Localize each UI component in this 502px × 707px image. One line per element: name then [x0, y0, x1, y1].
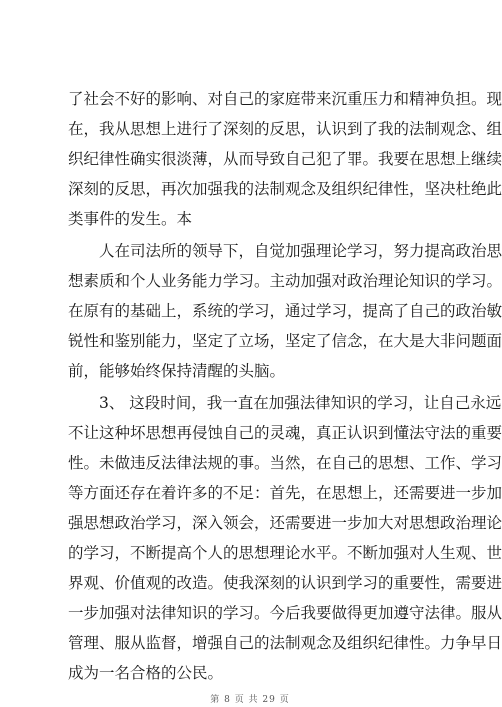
body-line: 不让这种坏思想再侵蚀自己的灵魂，真正认识到懂法守法的重要 — [68, 424, 502, 442]
page-number-footer: 第 8 页 共 29 页 — [210, 695, 290, 705]
body-line: 成为一名合格的公民。 — [68, 664, 224, 682]
body-line: 前，能够始终保持清醒的头脑。 — [68, 362, 286, 380]
body-line: 等方面还存在着许多的不足：首先，在思想上，还需要进一步加 — [68, 484, 502, 502]
body-line: 深刻的反思，再次加强我的法制观念及组织纪律性，坚决杜绝此 — [68, 180, 502, 198]
body-line: 界观、价值观的改造。使我深刻的认识到学习的重要性，需要进 — [68, 574, 502, 592]
body-line: 性。未做违反法律法规的事。当然，在自己的思想、工作、学习 — [68, 454, 502, 472]
body-line: 3、 这段时间，我一直在加强法律知识的学习，让自己永远 — [68, 394, 502, 412]
body-line: 的学习，不断提高个人的思想理论水平。不断加强对人生观、世 — [68, 544, 502, 562]
body-line: 类事件的发生。本 — [68, 210, 193, 228]
body-line: 了社会不好的影响、对自己的家庭带来沉重压力和精神负担。现 — [68, 90, 502, 108]
body-line: 强思想政治学习，深入领会，还需要进一步加大对思想政治理论 — [68, 514, 502, 532]
body-line: 织纪律性确实很淡薄，从而导致自己犯了罪。我要在思想上继续 — [68, 150, 502, 168]
body-line: 锐性和鉴别能力，坚定了立场，坚定了信念，在大是大非问题面 — [68, 332, 502, 350]
body-line: 管理、服从监督，增强自己的法制观念及组织纪律性。力争早日 — [68, 634, 502, 652]
body-line: 人在司法所的领导下，自觉加强理论学习，努力提高政治思 — [68, 242, 502, 260]
body-line: 想素质和个人业务能力学习。主动加强对政治理论知识的学习。 — [68, 272, 502, 290]
body-line: 一步加强对法律知识的学习。今后我要做得更加遵守法律。服从 — [68, 604, 502, 622]
body-line: 在原有的基础上，系统的学习，通过学习，提高了自己的政治敏 — [68, 302, 502, 320]
body-line: 在，我从思想上进行了深刻的反思，认识到了我的法制观念、组 — [68, 120, 502, 138]
